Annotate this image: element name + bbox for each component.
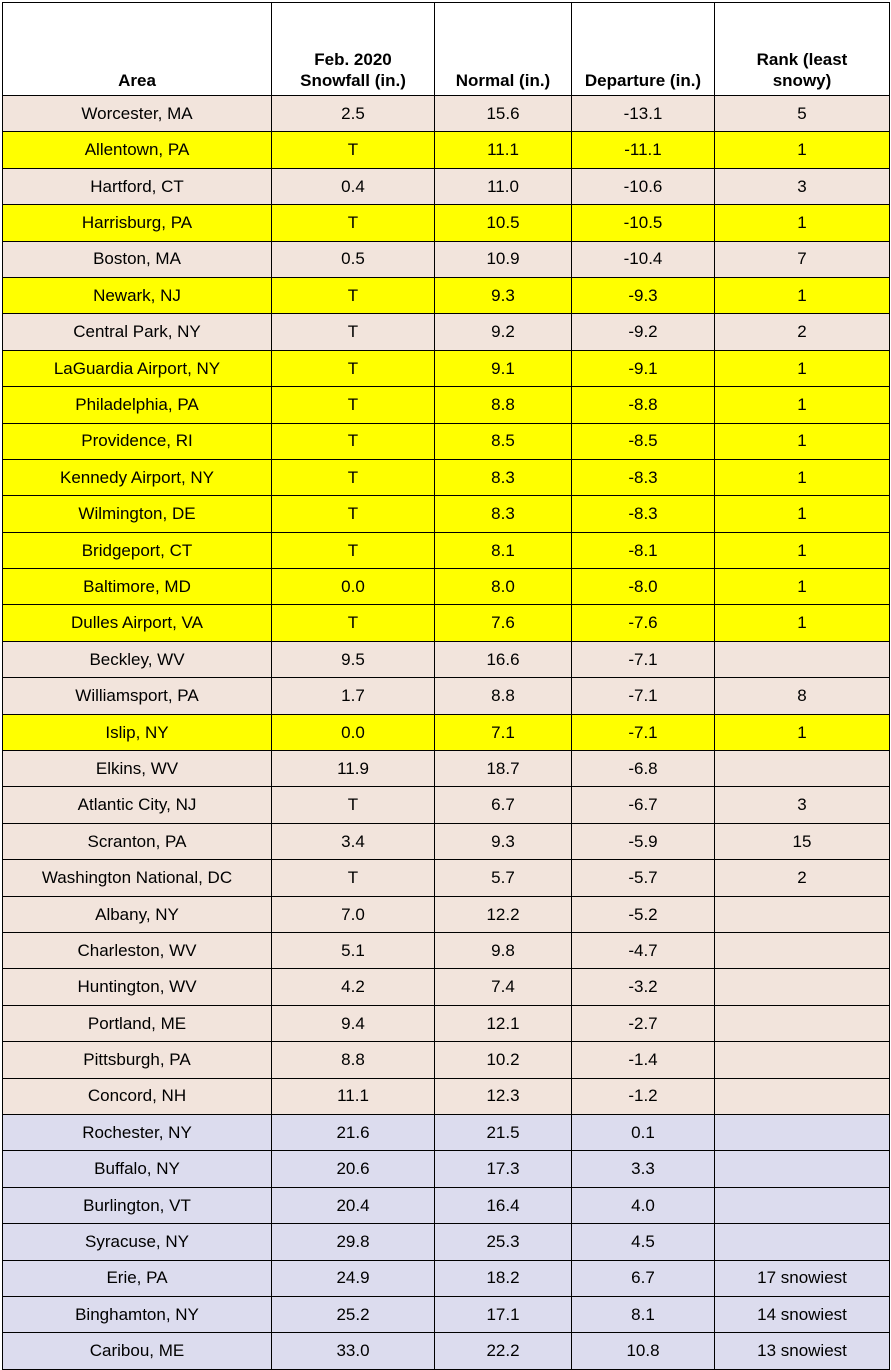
cell-rank: 3 [715, 168, 890, 204]
cell-departure: -1.4 [572, 1042, 715, 1078]
table-row [3, 1187, 890, 1223]
cell-snowfall: 9.5 [272, 641, 435, 677]
cell-area: Atlantic City, NJ [3, 787, 272, 823]
table-row [3, 860, 890, 896]
cell-snowfall: 33.0 [272, 1333, 435, 1369]
cell-departure: -3.2 [572, 969, 715, 1005]
cell-departure: 4.0 [572, 1187, 715, 1223]
cell-departure: -10.4 [572, 241, 715, 277]
cell-normal: 8.0 [435, 569, 572, 605]
table-body [3, 96, 890, 1370]
cell-snowfall: 7.0 [272, 896, 435, 932]
cell-area: Wilmington, DE [3, 496, 272, 532]
cell-rank [715, 969, 890, 1005]
cell-rank [715, 1224, 890, 1260]
cell-normal: 9.8 [435, 932, 572, 968]
cell-rank: 5 [715, 96, 890, 132]
cell-rank: 13 snowiest [715, 1333, 890, 1369]
cell-departure: -9.2 [572, 314, 715, 350]
cell-rank: 1 [715, 423, 890, 459]
cell-departure: -8.5 [572, 423, 715, 459]
cell-snowfall: T [272, 496, 435, 532]
table-row [3, 314, 890, 350]
cell-snowfall: 0.4 [272, 168, 435, 204]
cell-area: Kennedy Airport, NY [3, 459, 272, 495]
cell-departure: -6.7 [572, 787, 715, 823]
cell-normal: 12.3 [435, 1078, 572, 1114]
cell-normal: 8.8 [435, 678, 572, 714]
cell-snowfall: 24.9 [272, 1260, 435, 1296]
cell-normal: 7.6 [435, 605, 572, 641]
cell-departure: -6.8 [572, 751, 715, 787]
cell-normal: 10.5 [435, 205, 572, 241]
cell-snowfall: 29.8 [272, 1224, 435, 1260]
cell-normal: 5.7 [435, 860, 572, 896]
cell-snowfall: T [272, 205, 435, 241]
table-row [3, 241, 890, 277]
table-row [3, 1042, 890, 1078]
table-row [3, 1151, 890, 1187]
table-row [3, 1224, 890, 1260]
cell-normal: 18.2 [435, 1260, 572, 1296]
cell-snowfall: 9.4 [272, 1005, 435, 1041]
table-row [3, 350, 890, 386]
cell-rank [715, 751, 890, 787]
cell-rank: 1 [715, 350, 890, 386]
table-row [3, 1296, 890, 1332]
cell-rank [715, 1151, 890, 1187]
cell-area: Harrisburg, PA [3, 205, 272, 241]
table-row [3, 423, 890, 459]
cell-departure: -8.3 [572, 496, 715, 532]
table-row [3, 714, 890, 750]
cell-normal: 16.4 [435, 1187, 572, 1223]
cell-departure: -10.5 [572, 205, 715, 241]
cell-area: Charleston, WV [3, 932, 272, 968]
table-header [3, 3, 890, 96]
cell-departure: -8.8 [572, 387, 715, 423]
table-row [3, 1005, 890, 1041]
cell-departure: 4.5 [572, 1224, 715, 1260]
cell-normal: 17.3 [435, 1151, 572, 1187]
cell-rank [715, 896, 890, 932]
cell-area: Binghamton, NY [3, 1296, 272, 1332]
table-row [3, 751, 890, 787]
cell-rank [715, 1005, 890, 1041]
cell-area: Burlington, VT [3, 1187, 272, 1223]
cell-departure: -5.9 [572, 823, 715, 859]
cell-departure: -4.7 [572, 932, 715, 968]
column-header-rank-line2: snowy) [772, 70, 832, 90]
cell-normal: 9.3 [435, 277, 572, 313]
cell-snowfall: T [272, 532, 435, 568]
cell-normal: 15.6 [435, 96, 572, 132]
cell-normal: 8.5 [435, 423, 572, 459]
cell-departure: -7.1 [572, 714, 715, 750]
cell-snowfall: T [272, 423, 435, 459]
cell-normal: 7.4 [435, 969, 572, 1005]
cell-rank: 1 [715, 132, 890, 168]
cell-departure: 8.1 [572, 1296, 715, 1332]
cell-snowfall: 21.6 [272, 1114, 435, 1150]
cell-snowfall: T [272, 314, 435, 350]
cell-normal: 18.7 [435, 751, 572, 787]
cell-snowfall: 1.7 [272, 678, 435, 714]
cell-normal: 8.1 [435, 532, 572, 568]
cell-area: Central Park, NY [3, 314, 272, 350]
cell-normal: 9.2 [435, 314, 572, 350]
cell-normal: 10.2 [435, 1042, 572, 1078]
column-header-normal-label: Normal (in.) [455, 70, 551, 90]
table-row [3, 641, 890, 677]
cell-snowfall: 11.9 [272, 751, 435, 787]
cell-departure: -5.2 [572, 896, 715, 932]
table-header-row [3, 3, 890, 96]
cell-rank: 1 [715, 205, 890, 241]
column-header-snowfall-line1: Feb. 2020 [314, 49, 392, 69]
column-header-departure [572, 3, 715, 96]
table-row [3, 787, 890, 823]
cell-area: Buffalo, NY [3, 1151, 272, 1187]
cell-rank: 3 [715, 787, 890, 823]
cell-area: Albany, NY [3, 896, 272, 932]
cell-area: Williamsport, PA [3, 678, 272, 714]
cell-snowfall: 0.0 [272, 714, 435, 750]
cell-area: Newark, NJ [3, 277, 272, 313]
cell-rank: 2 [715, 314, 890, 350]
cell-rank: 1 [715, 605, 890, 641]
cell-area: Washington National, DC [3, 860, 272, 896]
table-row [3, 496, 890, 532]
cell-area: Bridgeport, CT [3, 532, 272, 568]
cell-rank [715, 932, 890, 968]
cell-departure: 0.1 [572, 1114, 715, 1150]
cell-departure: -8.0 [572, 569, 715, 605]
cell-departure: -9.3 [572, 277, 715, 313]
cell-rank: 1 [715, 569, 890, 605]
table-row [3, 605, 890, 641]
column-header-rank [715, 3, 890, 96]
cell-rank: 8 [715, 678, 890, 714]
cell-area: Portland, ME [3, 1005, 272, 1041]
cell-rank: 1 [715, 459, 890, 495]
column-header-area-label: Area [118, 70, 156, 90]
cell-normal: 11.0 [435, 168, 572, 204]
cell-snowfall: 20.6 [272, 1151, 435, 1187]
column-header-snowfall-line2: Snowfall (in.) [300, 70, 406, 90]
cell-departure: -7.6 [572, 605, 715, 641]
cell-departure: -2.7 [572, 1005, 715, 1041]
cell-normal: 16.6 [435, 641, 572, 677]
table-row [3, 96, 890, 132]
cell-normal: 7.1 [435, 714, 572, 750]
cell-snowfall: 11.1 [272, 1078, 435, 1114]
cell-area: Philadelphia, PA [3, 387, 272, 423]
snowfall-table [2, 2, 890, 1370]
column-header-normal [435, 3, 572, 96]
cell-area: Erie, PA [3, 1260, 272, 1296]
column-header-departure-label: Departure (in.) [584, 70, 702, 90]
cell-rank: 2 [715, 860, 890, 896]
cell-departure: -7.1 [572, 641, 715, 677]
cell-area: LaGuardia Airport, NY [3, 350, 272, 386]
table-row [3, 132, 890, 168]
cell-area: Pittsburgh, PA [3, 1042, 272, 1078]
cell-area: Baltimore, MD [3, 569, 272, 605]
table-row [3, 277, 890, 313]
cell-normal: 9.3 [435, 823, 572, 859]
cell-departure: 10.8 [572, 1333, 715, 1369]
cell-area: Worcester, MA [3, 96, 272, 132]
cell-normal: 12.2 [435, 896, 572, 932]
table-row [3, 823, 890, 859]
column-header-snowfall [272, 3, 435, 96]
cell-area: Hartford, CT [3, 168, 272, 204]
cell-area: Beckley, WV [3, 641, 272, 677]
cell-snowfall: 0.0 [272, 569, 435, 605]
cell-normal: 11.1 [435, 132, 572, 168]
cell-rank: 17 snowiest [715, 1260, 890, 1296]
cell-normal: 8.3 [435, 496, 572, 532]
cell-area: Boston, MA [3, 241, 272, 277]
cell-rank [715, 1114, 890, 1150]
cell-area: Huntington, WV [3, 969, 272, 1005]
table-row [3, 387, 890, 423]
cell-normal: 10.9 [435, 241, 572, 277]
cell-rank [715, 1187, 890, 1223]
cell-area: Concord, NH [3, 1078, 272, 1114]
cell-rank: 1 [715, 714, 890, 750]
cell-departure: -8.1 [572, 532, 715, 568]
table-row [3, 1260, 890, 1296]
cell-area: Providence, RI [3, 423, 272, 459]
cell-rank [715, 1078, 890, 1114]
cell-normal: 9.1 [435, 350, 572, 386]
cell-area: Allentown, PA [3, 132, 272, 168]
cell-departure: -5.7 [572, 860, 715, 896]
table-row [3, 168, 890, 204]
cell-snowfall: T [272, 277, 435, 313]
cell-normal: 22.2 [435, 1333, 572, 1369]
cell-area: Rochester, NY [3, 1114, 272, 1150]
cell-normal: 12.1 [435, 1005, 572, 1041]
cell-snowfall: 2.5 [272, 96, 435, 132]
cell-rank: 15 [715, 823, 890, 859]
table-row [3, 969, 890, 1005]
cell-snowfall: T [272, 605, 435, 641]
cell-normal: 21.5 [435, 1114, 572, 1150]
cell-snowfall: T [272, 459, 435, 495]
table-row [3, 1333, 890, 1369]
cell-departure: -7.1 [572, 678, 715, 714]
table-row [3, 459, 890, 495]
cell-snowfall: T [272, 387, 435, 423]
table-row [3, 532, 890, 568]
cell-snowfall: 25.2 [272, 1296, 435, 1332]
cell-departure: 3.3 [572, 1151, 715, 1187]
cell-rank: 1 [715, 277, 890, 313]
cell-area: Syracuse, NY [3, 1224, 272, 1260]
cell-normal: 8.8 [435, 387, 572, 423]
cell-snowfall: 3.4 [272, 823, 435, 859]
cell-snowfall: 0.5 [272, 241, 435, 277]
cell-snowfall: T [272, 787, 435, 823]
table-row [3, 1114, 890, 1150]
table-row [3, 569, 890, 605]
cell-snowfall: T [272, 860, 435, 896]
table-row [3, 205, 890, 241]
table-row [3, 678, 890, 714]
cell-rank: 1 [715, 496, 890, 532]
cell-departure: -13.1 [572, 96, 715, 132]
cell-normal: 6.7 [435, 787, 572, 823]
cell-rank: 14 snowiest [715, 1296, 890, 1332]
cell-rank: 7 [715, 241, 890, 277]
cell-departure: -10.6 [572, 168, 715, 204]
cell-area: Elkins, WV [3, 751, 272, 787]
cell-rank: 1 [715, 532, 890, 568]
column-header-rank-line1: Rank (least [756, 49, 848, 69]
cell-snowfall: T [272, 350, 435, 386]
cell-snowfall: 5.1 [272, 932, 435, 968]
cell-departure: -11.1 [572, 132, 715, 168]
cell-snowfall: T [272, 132, 435, 168]
cell-rank: 1 [715, 387, 890, 423]
cell-normal: 25.3 [435, 1224, 572, 1260]
cell-normal: 8.3 [435, 459, 572, 495]
cell-rank [715, 1042, 890, 1078]
cell-area: Caribou, ME [3, 1333, 272, 1369]
cell-departure: -9.1 [572, 350, 715, 386]
cell-departure: -1.2 [572, 1078, 715, 1114]
cell-snowfall: 8.8 [272, 1042, 435, 1078]
table-row [3, 932, 890, 968]
cell-rank [715, 641, 890, 677]
table-row [3, 896, 890, 932]
table-row [3, 1078, 890, 1114]
cell-area: Scranton, PA [3, 823, 272, 859]
cell-snowfall: 4.2 [272, 969, 435, 1005]
cell-normal: 17.1 [435, 1296, 572, 1332]
column-header-area [3, 3, 272, 96]
cell-snowfall: 20.4 [272, 1187, 435, 1223]
cell-area: Dulles Airport, VA [3, 605, 272, 641]
cell-area: Islip, NY [3, 714, 272, 750]
cell-departure: 6.7 [572, 1260, 715, 1296]
cell-departure: -8.3 [572, 459, 715, 495]
